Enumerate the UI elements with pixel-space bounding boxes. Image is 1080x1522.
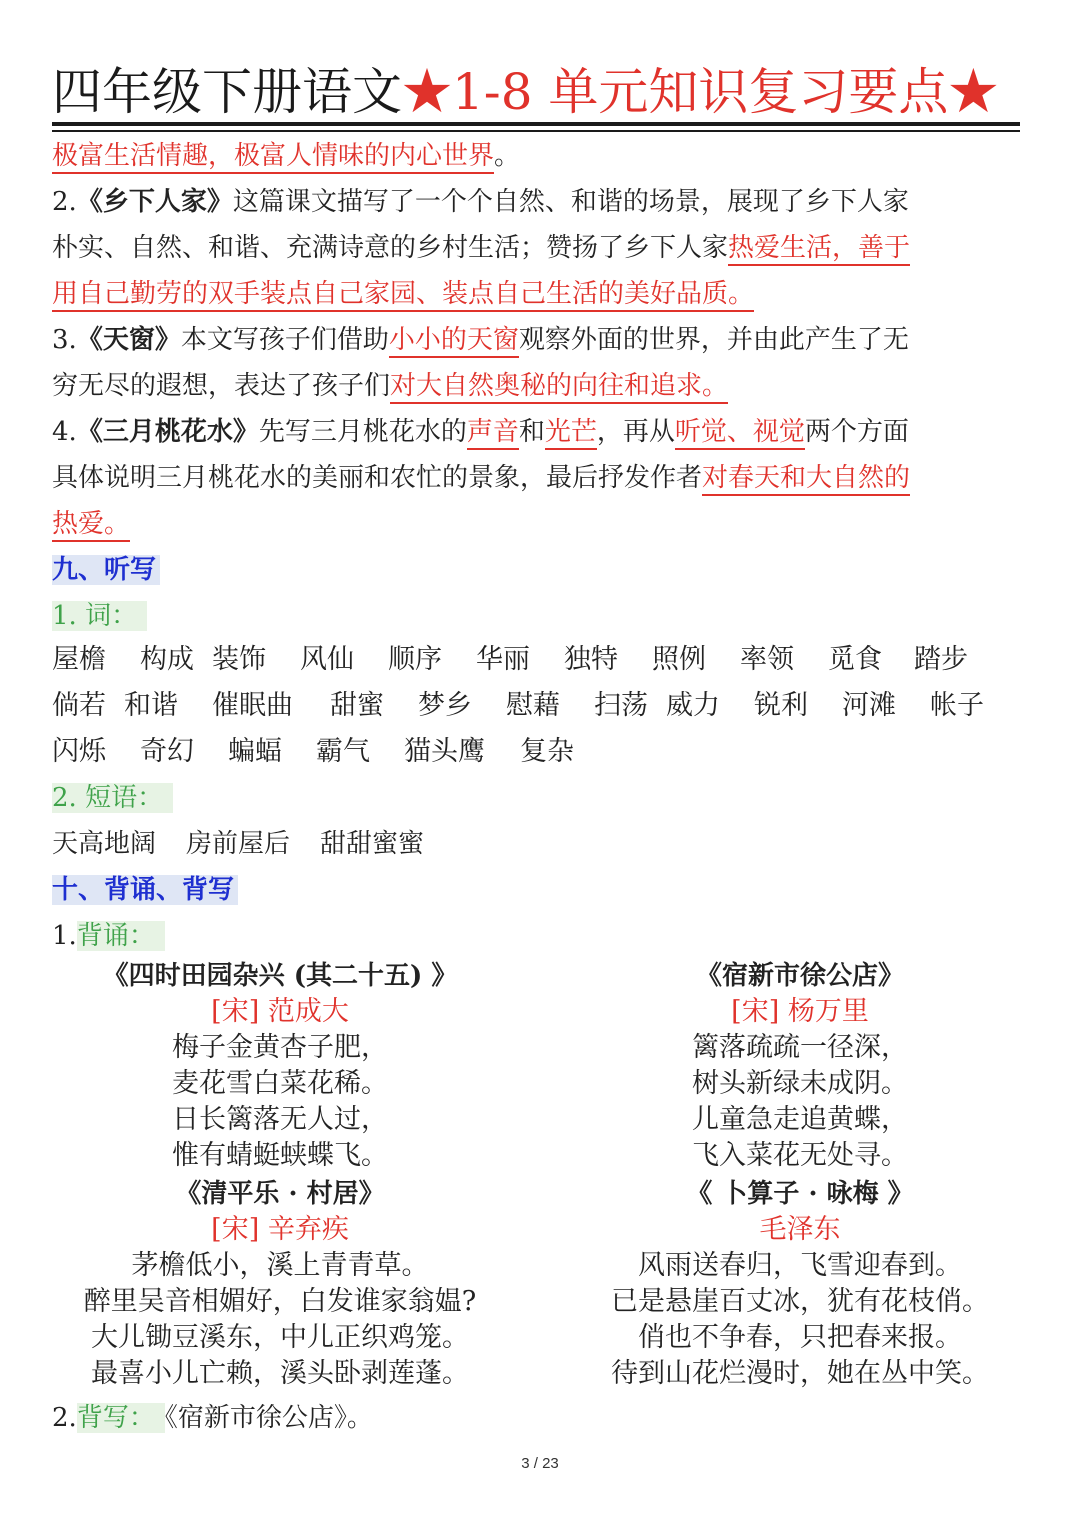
vocab-word: 梦乡 [418, 690, 472, 721]
poem-line: 风雨送春归，飞雪迎春到。 [638, 1250, 962, 1281]
paragraph-4-line-3 [52, 504, 130, 544]
paragraph-2-line-3 [52, 274, 754, 314]
highlight-text: 光芒 [545, 417, 597, 450]
poem-line: 惟有蜻蜓蛱蝶飞。 [172, 1140, 388, 1171]
item-number: 4. [52, 417, 77, 447]
body-text: 具体说明三月桃花水的美丽和农忙的景象，最后抒发作者 [52, 463, 703, 493]
poem-line: 已是悬崖百丈冰，犹有花枝俏。 [611, 1286, 989, 1317]
highlight-text: 极富生活情趣，极富人情味的内心世界 [52, 141, 494, 174]
phrase-item: 甜甜蜜蜜 [320, 829, 425, 859]
paragraph-4-line-1 [52, 412, 909, 452]
star-icon: ★ [948, 63, 999, 121]
phrase-item: 房前屋后 [186, 829, 291, 859]
highlight-text: 对春天和大自然的 [702, 463, 910, 496]
vocab-word: 独特 [564, 644, 618, 675]
poem-line: 梅子金黄杏子肥， [172, 1032, 388, 1063]
section-9-heading [52, 550, 160, 590]
vocab-word: 奇幻 [140, 736, 194, 767]
poem-line: 俏也不争春，只把春来报。 [638, 1322, 962, 1353]
punctuation: 。 [494, 141, 521, 171]
poem-line: 麦花雪白菜花稀。 [172, 1068, 388, 1099]
vocab-word: 闪烁 [52, 736, 106, 767]
vocab-word: 和谐 [124, 690, 178, 721]
highlight-text: 热爱生活，善于 [728, 233, 910, 266]
paragraph-3-line-1 [52, 320, 909, 360]
paragraph-4-line-2 [52, 458, 910, 498]
body-text: 穷无尽的遐想，表达了孩子们 [52, 371, 391, 401]
section-heading: 十、背诵、背写 [52, 875, 238, 905]
highlight-text: 声音 [467, 417, 519, 450]
poem-author: [宋] 辛弃疾 [211, 1214, 349, 1245]
item-number: 2. [52, 1403, 77, 1433]
vocab-word: 照例 [652, 644, 706, 675]
poem-line: 大儿锄豆溪东，中儿正织鸡笼。 [91, 1322, 469, 1353]
words-label: 1. 词： [52, 601, 147, 631]
phrases-label-line [52, 778, 173, 818]
poem-title: 《 卜算子 · 咏梅 》 [686, 1179, 914, 1209]
body-text: 和 [518, 417, 545, 447]
body-text: 先写三月桃花水的 [258, 417, 467, 447]
vocab-word: 蝙蝠 [228, 736, 282, 767]
poem-line: 篱落疏疏一径深， [692, 1032, 908, 1063]
section-heading: 九、听写 [52, 555, 160, 585]
poem-line: 树头新绿未成阴。 [692, 1068, 908, 1099]
vocab-word: 倘若 [52, 690, 106, 721]
body-text: 朴实、自然、和谐、充满诗意的乡村生活；赞扬了乡下人家 [52, 233, 729, 263]
vocab-word: 顺序 [388, 644, 442, 675]
paragraph-3-line-2 [52, 366, 728, 406]
vocab-word: 扫荡 [594, 690, 648, 721]
phrases-label: 2. 短语： [52, 783, 173, 813]
title-rule-thin [52, 130, 1020, 132]
title-units: 1-8 单元知识复习要点 [452, 63, 949, 121]
vocab-word: 猫头鹰 [404, 736, 485, 767]
poem-author: [宋] 范成大 [211, 996, 349, 1027]
poem-line: 茅檐低小，溪上青青草。 [131, 1250, 429, 1281]
vocab-word: 华丽 [476, 644, 530, 675]
phrase-item: 天高地阔 [52, 829, 157, 859]
highlight-text: 热爱。 [52, 509, 130, 542]
vocab-word: 慰藉 [506, 690, 560, 721]
poem-line: 醉里吴音相媚好，白发谁家翁媪? [83, 1286, 477, 1317]
title-rule-thick [52, 122, 1020, 126]
poem-line: 待到山花烂漫时，她在丛中笑。 [611, 1358, 989, 1389]
body-text: 两个方面 [804, 417, 909, 447]
item-number: 2. [52, 187, 77, 217]
vocab-word: 河滩 [842, 690, 896, 721]
poem-title: 《四时田园杂兴 (其二十五) 》 [102, 961, 458, 991]
vocab-word: 催眠曲 [212, 690, 293, 721]
item-number: 3. [52, 325, 77, 355]
body-text: 这篇课文描写了一个个自然、和谐的场景，展现了乡下人家 [232, 187, 909, 217]
vocab-word: 甜蜜 [330, 690, 384, 721]
highlight-text: 听觉、视觉 [675, 417, 805, 450]
page-title [52, 62, 998, 122]
vocab-word: 霸气 [316, 736, 370, 767]
book-title: 《乡下人家》 [76, 187, 233, 217]
title-main: 四年级下册语文 [52, 63, 402, 121]
poem-line: 儿童急走追黄蝶， [692, 1104, 908, 1135]
book-title: 《三月桃花水》 [76, 417, 259, 447]
section-10-heading [52, 870, 238, 910]
body-text: 观察外面的世界，并由此产生了无 [518, 325, 909, 355]
poem-line: 最喜小儿亡赖，溪头卧剥莲蓬。 [91, 1358, 469, 1389]
poem-author: 毛泽东 [759, 1214, 841, 1245]
vocab-word: 锐利 [754, 690, 808, 721]
recite-label-line [52, 916, 165, 956]
vocab-word: 风仙 [300, 644, 354, 675]
page-number: 3 / 23 [521, 1455, 559, 1472]
paragraph-2-line-2 [52, 228, 910, 268]
vocab-word: 帐子 [930, 690, 984, 721]
vocab-word: 构成 [140, 644, 194, 675]
vocab-word: 复杂 [520, 736, 574, 767]
poem-line: 日长篱落无人过， [172, 1104, 388, 1135]
body-text: ，再从 [596, 417, 675, 447]
vocab-word: 威力 [666, 690, 720, 721]
star-icon: ★ [402, 63, 452, 121]
vocab-word: 觅食 [828, 644, 882, 675]
book-title: 《天窗》 [76, 325, 181, 355]
highlight-text: 用自己勤劳的双手装点自己家园、装点自己生活的美好品质。 [52, 279, 754, 312]
vocab-word: 率领 [740, 644, 794, 675]
vocab-word: 踏步 [914, 644, 968, 675]
write-label-line [52, 1398, 373, 1438]
poem-line: 飞入菜花无处寻。 [692, 1140, 908, 1171]
vocab-word: 装饰 [212, 644, 266, 675]
vocab-word: 屋檐 [52, 644, 106, 675]
poem-title: 《宿新市徐公店》 [695, 961, 905, 991]
poem-title: 《清平乐 · 村居》 [175, 1179, 385, 1209]
poem-author: [宋] 杨万里 [731, 996, 869, 1027]
phrases-line [52, 824, 424, 864]
paragraph-1-line [52, 136, 520, 176]
write-label: 背写： [77, 1403, 165, 1433]
paragraph-2-line-1 [52, 182, 909, 222]
write-text: 《宿新市徐公店》。 [164, 1403, 373, 1433]
highlight-text: 对大自然奥秘的向往和追求。 [390, 371, 728, 404]
words-label-line [52, 596, 147, 636]
body-text: 本文写孩子们借助 [180, 325, 389, 355]
highlight-text: 小小的天窗 [389, 325, 519, 358]
recite-label: 背诵： [77, 921, 165, 951]
item-number: 1. [52, 921, 77, 951]
